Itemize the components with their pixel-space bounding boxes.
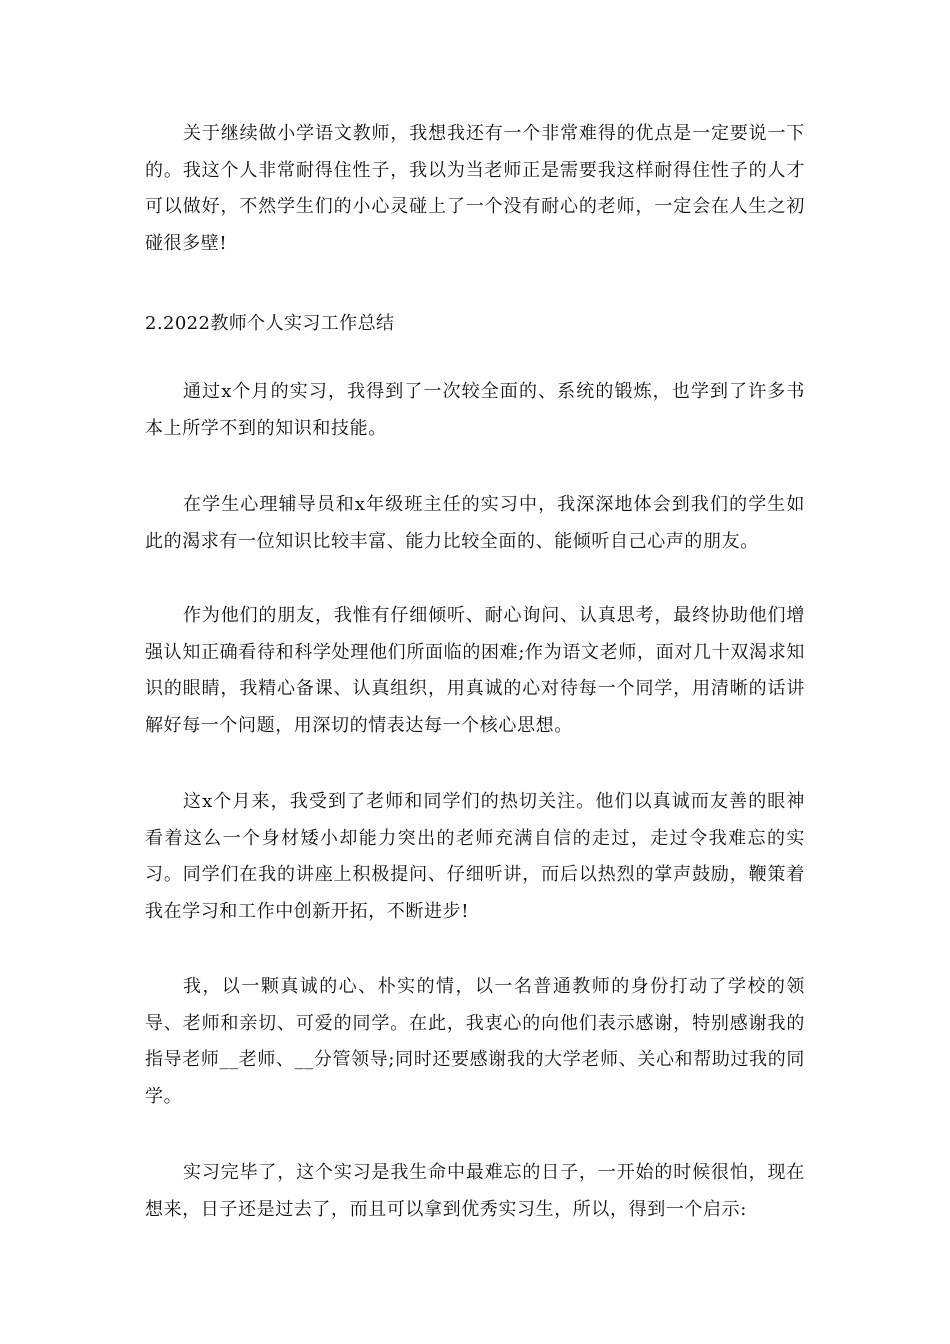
paragraph-intro: 关于继续做小学语文教师，我想我还有一个非常难得的优点是一定要说一下的。我这个人非常耐得住性子，我以为当老师正是需要我这样耐得住性子的人才可以做好，不然学生们的小心灵碰上了一个没有耐心的老师，一定会在人生之初碰很多壁! [145, 123, 805, 254]
paragraph-6: 实习完毕了，这个实习是我生命中最难忘的日子，一开始的时候很怕，现在想来，日子还是过去了，而且可以拿到优秀实习生，所以，得到一个启示: [145, 1162, 805, 1220]
paragraph-3: 作为他们的朋友，我惟有仔细倾听、耐心询问、认真思考，最终协助他们增强认知正确看待和科学处理他们所面临的困难;作为语文老师，面对几十双渴求知识的眼睛，我精心备课、认真组织，用真诚的心对待每一个同学，用清晰的话讲解好每一个问题，用深切的情表达每一个核心思想。 [145, 605, 805, 736]
paragraph-2: 在学生心理辅导员和x年级班主任的实习中，我深深地体会到我们的学生如此的渴求有一位知识比较丰富、能力比较全面的、能倾听自己心声的朋友。 [145, 494, 805, 552]
section-heading: 2.2022教师个人实习工作总结 [145, 313, 395, 334]
paragraph-5: 我，以一颗真诚的心、朴实的情，以一名普通教师的身份打动了学校的领导、老师和亲切、可爱的同学。在此，我衷心的向他们表示感谢，特别感谢我的指导老师__老师、__分管领导;同时还要感谢我的大学老师、关心和帮助过我的同学。 [145, 976, 805, 1107]
paragraph-4: 这x个月来，我受到了老师和同学们的热切关注。他们以真诚而友善的眼神看着这么一个身材矮小却能力突出的老师充满自信的走过，走过令我难忘的实习。同学们在我的讲座上积极提问、仔细听讲，而后以热烈的掌声鼓励，鞭策着我在学习和工作中创新开拓，不断进步! [145, 791, 805, 922]
paragraph-1: 通过x个月的实习，我得到了一次较全面的、系统的锻炼，也学到了许多书本上所学不到的知识和技能。 [145, 381, 805, 439]
